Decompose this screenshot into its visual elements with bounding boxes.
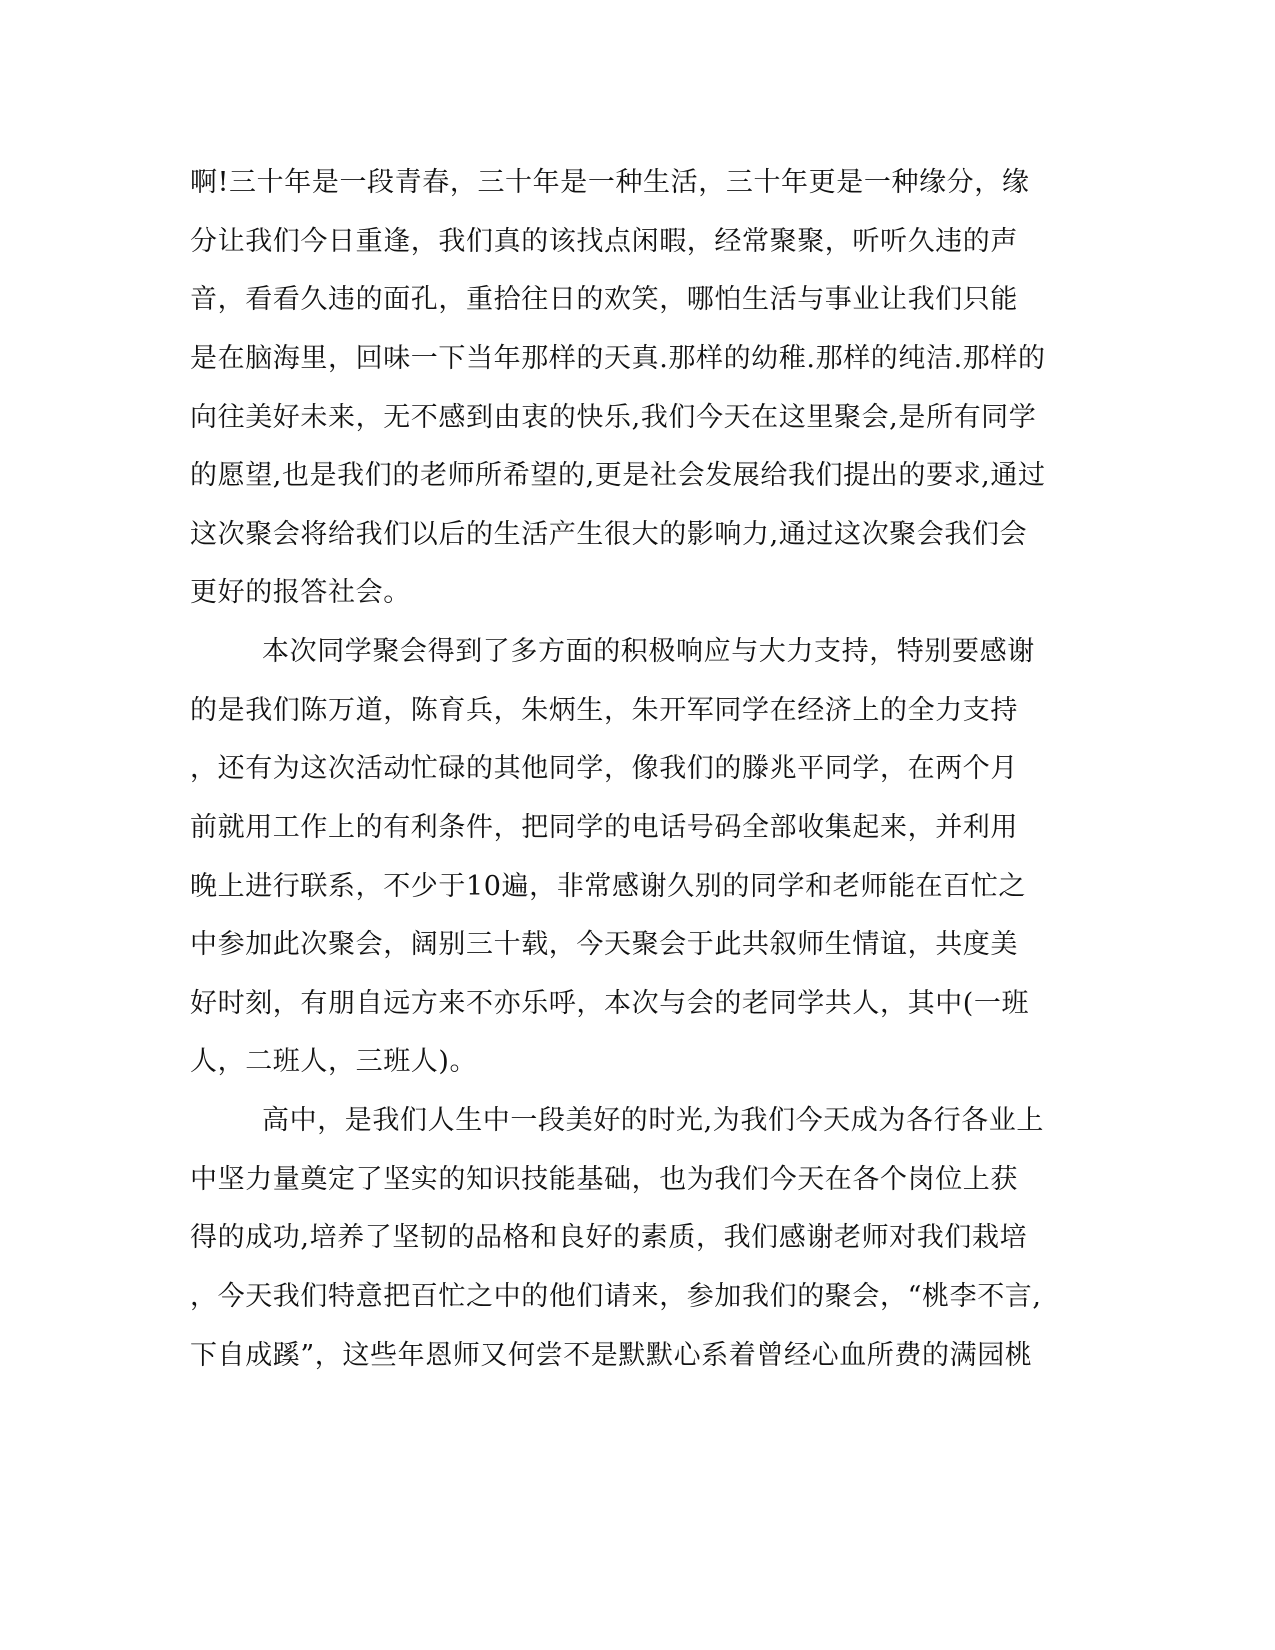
text-line-12: 前就用工作上的有利条件，把同学的电话号码全部收集起来，并利用 xyxy=(190,812,1018,843)
text-line-1: 啊!三十年是一段青春，三十年是一种生活，三十年更是一种缘分，缘 xyxy=(190,167,1030,198)
paragraph-3-first-line: 高中，是我们人生中一段美好的时光,为我们今天成为各行各业上 xyxy=(262,1105,1044,1136)
text-line-21: 下自成蹊”，这些年恩师又何尝不是默默心系着曾经心血所费的满园桃 xyxy=(190,1340,1033,1371)
text-line-10: 的是我们陈万道，陈育兵，朱炳生，朱开军同学在经济上的全力支持 xyxy=(190,695,1018,726)
text-line-16: 人，二班人，三班人)。 xyxy=(190,1046,478,1077)
text-line-4: 是在脑海里，回味一下当年那样的天真.那样的幼稚.那样的纯洁.那样的 xyxy=(190,343,1046,374)
text-line-19: 得的成功,培养了坚韧的品格和良好的素质，我们感谢老师对我们栽培 xyxy=(190,1222,1028,1253)
text-line-3: 音，看看久违的面孔，重拾往日的欢笑，哪怕生活与事业让我们只能 xyxy=(190,284,1018,315)
text-line-8: 更好的报答社会。 xyxy=(190,577,411,608)
text-line-2: 分让我们今日重逢，我们真的该找点闲暇，经常聚聚，听听久违的声 xyxy=(190,226,1018,257)
text-line-18: 中坚力量奠定了坚实的知识技能基础，也为我们今天在各个岗位上获 xyxy=(190,1164,1018,1195)
text-line-14: 中参加此次聚会，阔别三十载，今天聚会于此共叙师生情谊，共度美 xyxy=(190,929,1018,960)
paragraph-2-first-line: 本次同学聚会得到了多方面的积极响应与大力支持，特别要感谢 xyxy=(262,636,1035,667)
text-line-15: 好时刻，有朋自远方来不亦乐呼，本次与会的老同学共人，其中(一班 xyxy=(190,988,1030,1019)
text-line-20: ，今天我们特意把百忙之中的他们请来，参加我们的聚会，“桃李不言, xyxy=(190,1281,1042,1312)
text-line-6: 的愿望,也是我们的老师所希望的,更是社会发展给我们提出的要求,通过 xyxy=(190,460,1046,491)
text-line-5: 向往美好未来，无不感到由衷的快乐,我们今天在这里聚会,是所有同学 xyxy=(190,402,1037,433)
text-line-11: ，还有为这次活动忙碌的其他同学，像我们的滕兆平同学，在两个月 xyxy=(190,753,1018,784)
text-line-7: 这次聚会将给我们以后的生活产生很大的影响力,通过这次聚会我们会 xyxy=(190,519,1028,550)
text-line-13: 晚上进行联系，不少于10遍，非常感谢久别的同学和老师能在百忙之 xyxy=(190,871,1026,902)
